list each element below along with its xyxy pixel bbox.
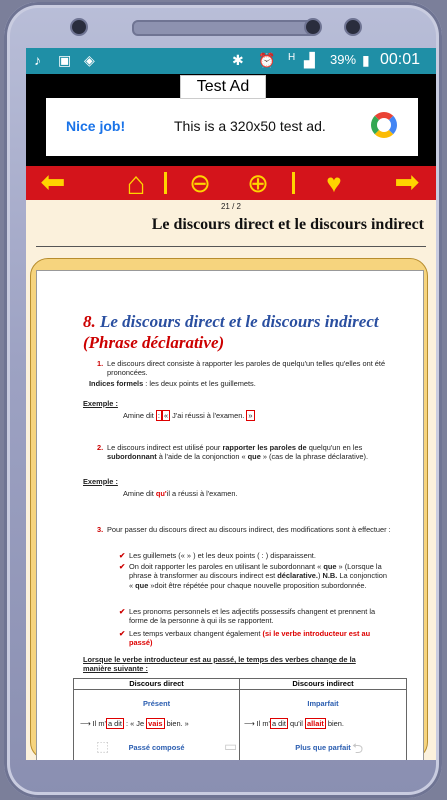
- bullet-4: [129, 629, 391, 648]
- direct-c: : « Je: [123, 719, 147, 728]
- recent-apps-icon[interactable]: ⬚: [96, 738, 110, 754]
- zoom-in-icon[interactable]: ⊕: [247, 168, 269, 198]
- bullet-4-b: (si le verbe introducteur est au passé): [129, 629, 371, 648]
- sensor-icon: [304, 18, 322, 36]
- image-icon: ▣: [58, 52, 72, 68]
- page-number: 21 / 2: [220, 202, 241, 211]
- bullet-4-a: Les temps verbaux changent également: [129, 629, 263, 638]
- home-icon[interactable]: ⌂: [126, 165, 146, 201]
- point-3-text: Pour passer du discours direct au discours indirect, des modifications sont à effectuer :: [107, 525, 391, 534]
- nav-home-icon[interactable]: ▭: [224, 738, 238, 754]
- screen: [26, 48, 436, 760]
- example-1-text: J'ai réussi à l'examen.: [170, 411, 247, 420]
- bullet-1: Les guillemets (« » ) et les deux points ( : ) disparaissent.: [129, 551, 316, 560]
- tense-imparfait: Imparfait: [307, 699, 339, 708]
- example-2-label: Exemple :: [83, 477, 118, 486]
- bullet-2-nb-label: N.B.: [322, 571, 338, 581]
- indirect-b: a dit: [271, 719, 286, 728]
- tense-present: Présent: [142, 699, 171, 708]
- point-1-number: 1.: [97, 359, 104, 368]
- table-header-direct: Discours direct: [74, 679, 239, 690]
- ad-content[interactable]: [46, 98, 418, 156]
- back-icon[interactable]: ⮌: [352, 740, 364, 756]
- ad-tag: Test Ad: [180, 75, 266, 99]
- indices-text: : les deux points et les guillemets.: [143, 379, 256, 388]
- indirect-d: allait: [307, 719, 324, 728]
- doc-title-sub: (Phrase déclarative): [83, 333, 225, 352]
- check-icon: ✔: [119, 607, 126, 616]
- indirect-c: qu'il: [287, 719, 305, 728]
- bullet-2-nb-c: »doit être répétée pour chaque nouvelle proposition subordonnée.: [148, 580, 367, 590]
- bullet-2-a: On doit rapporter les paroles en utilisant le subordonnant «: [129, 562, 324, 571]
- bullet-2-b: que: [323, 562, 337, 571]
- music-icon: ♪: [34, 52, 41, 68]
- example-1-close-quote: »: [248, 411, 253, 420]
- sensor-icon: [344, 18, 362, 36]
- direct-d: vais: [148, 719, 163, 728]
- signal-type-icon: H: [288, 52, 296, 63]
- battery-percent: 39%: [330, 52, 357, 67]
- bullet-2-nb-b: que: [135, 580, 149, 590]
- check-icon: ✔: [119, 562, 126, 571]
- tense-rule-text: Lorsque le verbe introducteur est au passé, le temps des verbes change de la manière suivante :: [83, 655, 356, 674]
- bullet-2-d: déclarative.: [277, 571, 318, 581]
- bullet-3: Les pronoms personnels et les adjectifs possessifs changent et prennent la forme de la personne à qui ils se rapportent.: [129, 607, 376, 626]
- wifi-icon: ◈: [84, 52, 95, 68]
- page-heading: Le discours direct et le discours indirect: [151, 216, 424, 233]
- point-2-f: que: [247, 452, 261, 462]
- battery-icon: ▮: [362, 52, 370, 68]
- doc-title-number: 8.: [83, 312, 96, 331]
- point-2-a: Le discours indirect est utilisé pour: [107, 443, 223, 452]
- prev-page-icon[interactable]: ⬅: [40, 166, 66, 199]
- ad-text: This is a 320x50 test ad.: [174, 118, 326, 134]
- point-2-b: rapporter les paroles de: [222, 443, 307, 452]
- direct-b: a dit: [107, 719, 122, 728]
- camera-icon: [70, 18, 88, 36]
- point-2-g: » (cas de la phrase déclarative).: [260, 452, 369, 462]
- check-icon: ✔: [119, 629, 126, 638]
- toolbar-divider: [164, 172, 167, 194]
- bullet-2-c: » (Lorsque la phrase à transformer au discours indirect est: [129, 562, 382, 581]
- document-page[interactable]: [36, 270, 424, 760]
- system-nav-bar: [96, 738, 376, 758]
- point-1-text: Le discours direct consiste à rapporter les paroles de quelqu'un telles qu'elles ont été prononcées.: [107, 359, 386, 378]
- example-1-colon: :: [157, 411, 160, 420]
- tense-plus-que-parfait: Plus que parfait: [295, 743, 351, 752]
- reader-toolbar: [26, 166, 436, 200]
- example-1-open-quote: «: [163, 411, 169, 420]
- phone-frame: [4, 2, 442, 798]
- example-indirect: ⟶ Il m' a dit qu'il allait bien.: [244, 719, 344, 728]
- example-direct: ⟶ Il m' a dit : « Je vais bien. »: [80, 719, 189, 728]
- doc-title-main: Le discours direct et le discours indirect: [100, 312, 379, 331]
- favorite-icon[interactable]: ♥: [326, 168, 342, 198]
- next-page-icon[interactable]: ➡: [394, 166, 420, 199]
- point-3-number: 3.: [97, 525, 104, 534]
- point-2-c: quelqu'un en les: [306, 443, 363, 452]
- bullet-2-e: ): [317, 571, 321, 581]
- bullet-2-nb-a: La conjonction «: [129, 571, 388, 590]
- doc-title: [83, 311, 413, 353]
- ad-nice-text: Nice job!: [66, 118, 126, 134]
- point-2-text: [107, 443, 393, 462]
- example-2-text: il a réussi à l'examen.: [166, 489, 238, 498]
- example-2-que: qu': [155, 489, 167, 498]
- example-2-pre: Amine dit: [123, 489, 156, 498]
- clock: 00:01: [380, 51, 421, 68]
- indirect-e: bien.: [325, 719, 344, 728]
- check-icon: ✔: [119, 551, 126, 560]
- alarm-icon: ⏰: [258, 52, 276, 68]
- heading-divider: [36, 246, 426, 247]
- ad-logo-icon: [371, 112, 397, 138]
- indirect-a: Il m': [256, 719, 270, 728]
- indices-label: Indices formels: [89, 379, 144, 388]
- speaker-grille: [132, 20, 316, 36]
- tense-passe-compose: Passé composé: [128, 743, 185, 752]
- point-1-indices: [89, 379, 379, 388]
- point-2-d: subordonnant: [107, 452, 157, 462]
- example-2: [123, 489, 373, 498]
- reader-app: [26, 166, 436, 760]
- zoom-out-icon[interactable]: ⊖: [189, 168, 211, 198]
- signal-icon: ▟: [304, 52, 315, 68]
- table-header-indirect: Discours indirect: [240, 679, 406, 690]
- example-1-pre: Amine dit: [123, 411, 156, 420]
- direct-a: Il m': [92, 719, 106, 728]
- status-bar: [26, 48, 436, 74]
- point-2-e: à l'aide de la conjonction «: [156, 452, 248, 462]
- ad-banner[interactable]: [26, 74, 436, 166]
- direct-e: bien. »: [164, 719, 189, 728]
- bluetooth-icon: ✱: [232, 52, 244, 68]
- example-1: [123, 411, 373, 420]
- toolbar-divider: [292, 172, 295, 194]
- point-2-number: 2.: [97, 443, 104, 452]
- example-1-label: Exemple :: [83, 399, 118, 408]
- bullet-2: [129, 562, 391, 590]
